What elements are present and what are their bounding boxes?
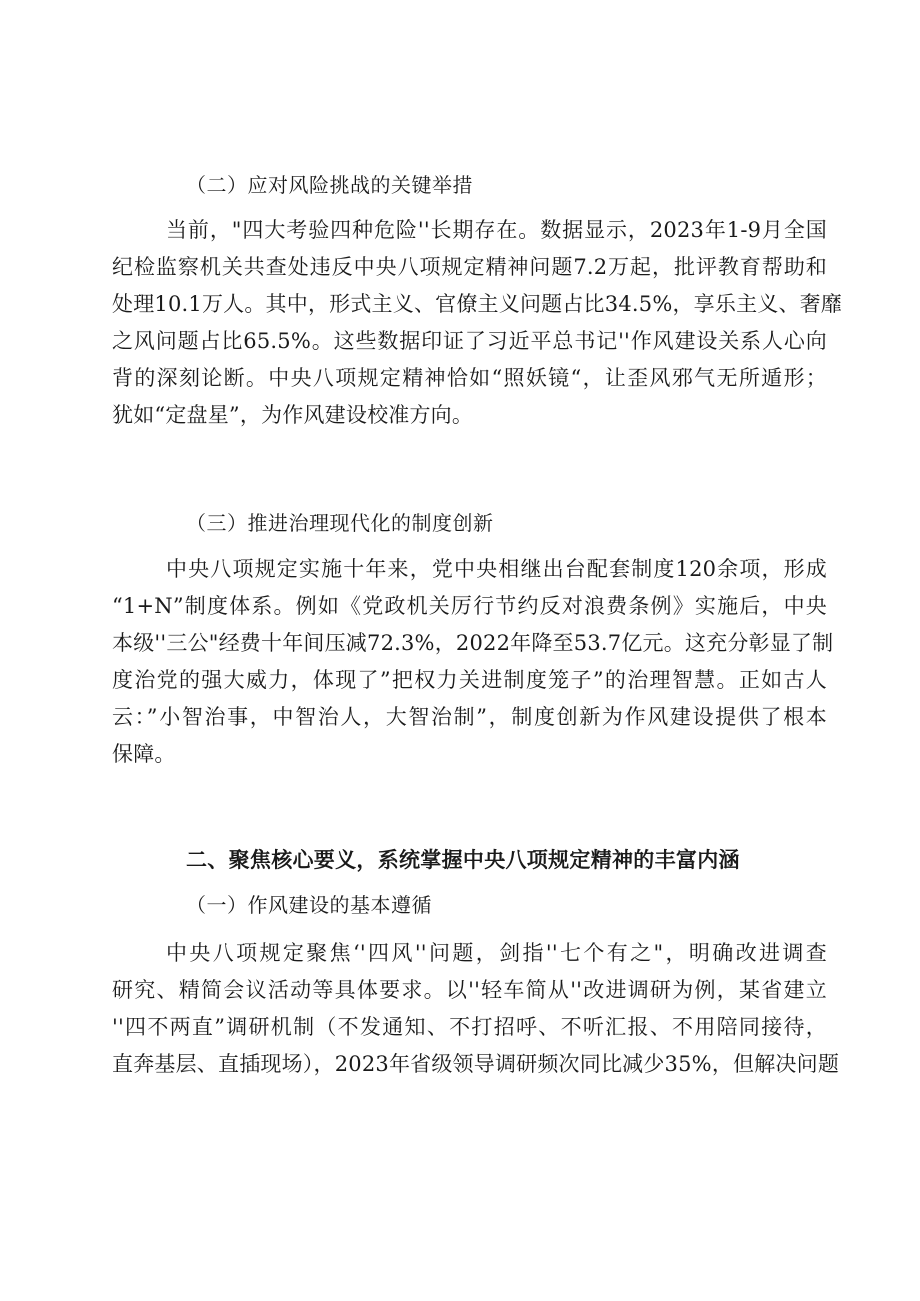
paragraph-line: 云：”小智治事，中智治人，大智治制”，制度创新为作风建设提供了根本 <box>112 705 827 729</box>
paragraph-line: 背的深刻论断。中央八项规定精神恰如“照妖镜“，让歪风邪气无所遁形； <box>112 366 827 390</box>
paragraph-line: 中央八项规定聚焦‘'四风''问题，剑指''七个有之"，明确改进调查 <box>166 941 827 965</box>
paragraph-line: 当前，"四大考验四种危险''长期存在。数据显示，2023年1-9月全国 <box>166 218 827 242</box>
paragraph-four-styles <box>112 935 840 1083</box>
paragraph-line: 处理10.1万人。其中，形式主义、官僚主义问题占比34.5%，享乐主义、奢靡 <box>112 292 843 316</box>
paragraph-line: 本级''三公"经费十年间压减72.3%，2022年降至53.7亿元。这充分彰显了制 <box>112 631 834 655</box>
subheading-basic-principles: （一）作风建设的基本遵循 <box>186 893 432 917</box>
paragraph-risk-data <box>112 212 843 434</box>
paragraph-line: ''四不两直”调研机制（不发通知、不打招呼、不听汇报、不用陪同接待， <box>112 1015 827 1039</box>
subheading-risk-challenges: （二）应对风险挑战的关键举措 <box>186 173 473 197</box>
subheading-institutional-innovation: （三）推进治理现代化的制度创新 <box>186 511 494 535</box>
paragraph-line: 度治党的强大威力，体现了”把权力关进制度笼子”的治理智慧。正如古人 <box>112 668 827 692</box>
paragraph-line: “1+N”制度体系。例如《党政机关厉行节约反对浪费条例》实施后，中央 <box>112 594 827 618</box>
section-heading-core-essence: 二、聚焦核心要义，系统掌握中央八项规定精神的丰富内涵 <box>186 848 740 872</box>
paragraph-line: 纪检监察机关共查处违反中央八项规定精神问题7.2万起，批评教育帮助和 <box>112 255 827 279</box>
paragraph-line: 研究、精简会议活动等具体要求。以''轻车简从''改进调研为例，某省建立 <box>112 978 827 1002</box>
paragraph-line: 保障。 <box>112 742 176 766</box>
paragraph-institutional-system <box>112 551 834 773</box>
paragraph-line: 犹如“定盘星”，为作风建设校准方向。 <box>112 403 474 427</box>
paragraph-line: 直奔基层、直插现场），2023年省级领导调研频次同比减少35%，但解决问题 <box>112 1052 840 1076</box>
paragraph-line: 中央八项规定实施十年来，党中央相继出台配套制度120余项，形成 <box>166 557 827 581</box>
paragraph-line: 之风问题占比65.5%。这些数据印证了习近平总书记''作风建设关系人心向 <box>112 329 827 353</box>
